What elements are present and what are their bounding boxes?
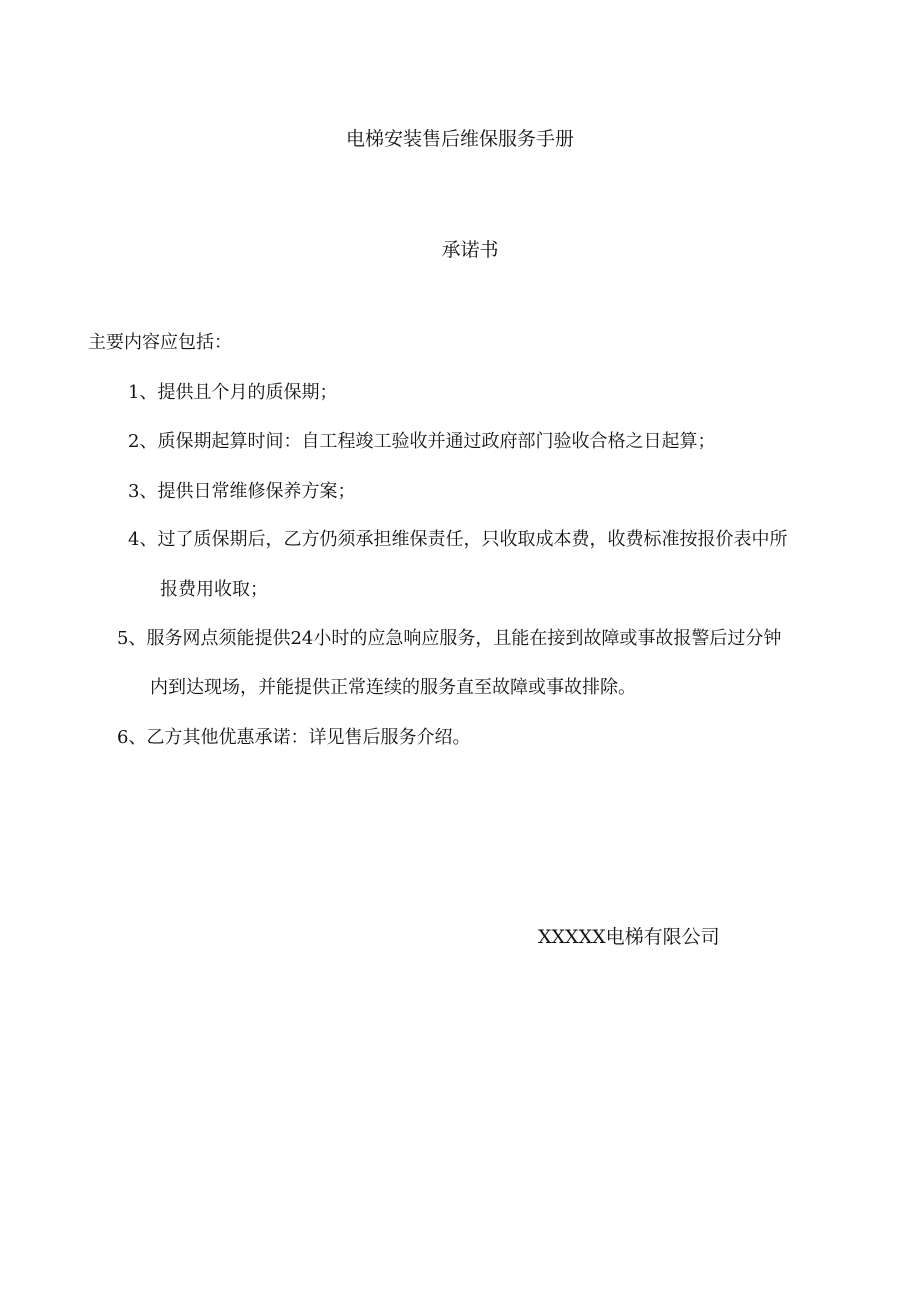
list-item-5-line-1: 5、服务网点须能提供24小时的应急响应服务，且能在接到故障或事故报警后过分钟 — [117, 628, 782, 649]
document-subtitle: 承诺书 — [441, 239, 499, 261]
list-item-3: 3、提供日常维修保养方案； — [128, 481, 356, 502]
company-name: XXXXX电梯有限公司 — [538, 926, 720, 948]
list-item-2: 2、质保期起算时间：自工程竣工验收并通过政府部门验收合格之日起算； — [128, 431, 716, 452]
intro-text: 主要内容应包括： — [88, 332, 232, 353]
list-item-4-line-2: 报费用收取； — [160, 579, 268, 600]
document-title: 电梯安装售后维保服务手册 — [345, 128, 574, 150]
list-item-1: 1、提供且个月的质保期； — [128, 382, 338, 403]
list-item-4-line-1: 4、过了质保期后，乙方仍须承担维保责任，只收取成本费，收费标准按报价表中所 — [128, 529, 788, 550]
list-item-5-line-2: 内到达现场，并能提供正常连续的服务直至故障或事故排除。 — [150, 677, 636, 698]
list-item-6: 6、乙方其他优惠承诺：详见售后服务介绍。 — [117, 727, 471, 748]
